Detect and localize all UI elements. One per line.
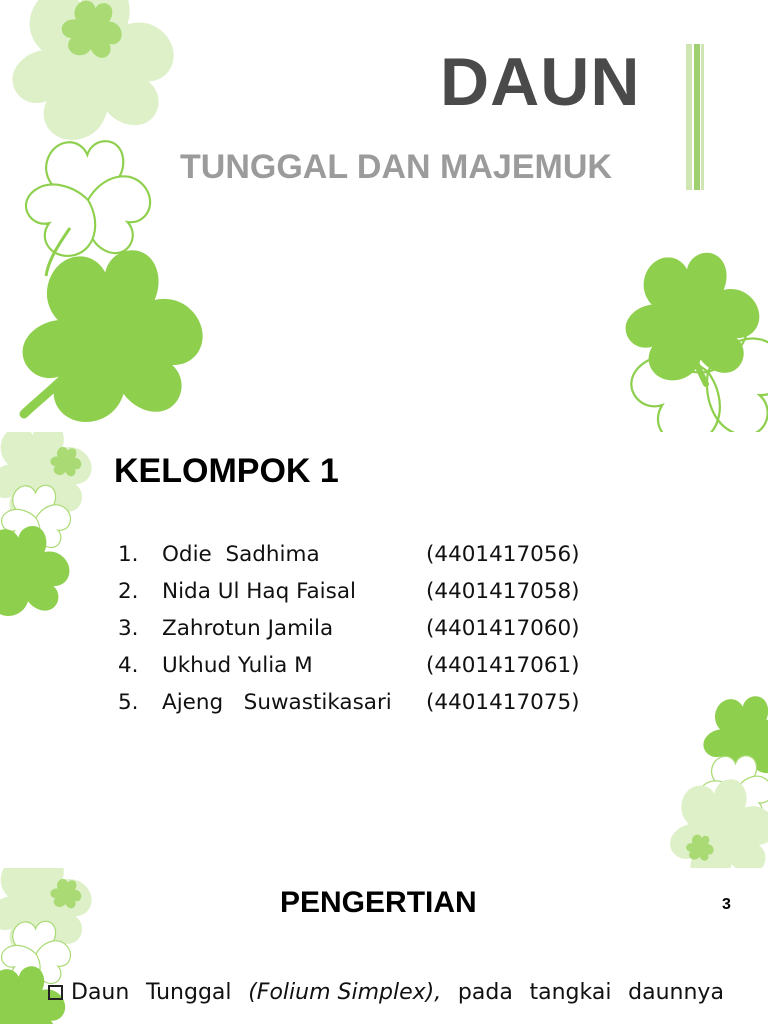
bullet-word: pada (457, 980, 513, 1005)
member-name: Nida Ul Haq Faisal (162, 579, 356, 604)
item-number: 1. (118, 542, 139, 567)
bullet-item (48, 980, 724, 1005)
item-number: 4. (118, 653, 139, 678)
clover-decoration (0, 0, 768, 432)
item-number: 5. (118, 690, 139, 715)
slide-subtitle: TUNGGAL DAN MAJEMUK (180, 148, 612, 186)
checkbox-bullet-icon (48, 985, 63, 1000)
bullet-word: tangkai (529, 980, 612, 1005)
bullet-italic-term: (Folium Simplex), (248, 980, 442, 1005)
section-heading: PENGERTIAN (280, 886, 477, 919)
members-slide (0, 432, 768, 868)
member-id: (4401417075) (426, 690, 580, 715)
member-id: (4401417060) (426, 616, 580, 641)
bullet-word: Daun (71, 980, 130, 1005)
definition-slide (0, 868, 768, 1024)
member-id: (4401417058) (426, 579, 580, 604)
bullet-word: Tunggal (146, 980, 232, 1005)
item-number: 3. (118, 616, 139, 641)
clover-decoration (0, 432, 768, 868)
bullet-word: daunnya (628, 980, 724, 1005)
page-number: 3 (722, 896, 731, 913)
member-name: Zahrotun Jamila (162, 616, 334, 641)
member-id: (4401417056) (426, 542, 580, 567)
title-slide (0, 0, 768, 432)
bullet-text (71, 980, 724, 1005)
member-name: Odie Sadhima (162, 542, 320, 567)
member-id: (4401417061) (426, 653, 580, 678)
accent-bar (686, 44, 704, 190)
member-name: Ukhud Yulia M (162, 653, 313, 678)
slide-title: DAUN (440, 44, 641, 120)
group-heading: KELOMPOK 1 (114, 452, 339, 490)
member-name: Ajeng Suwastikasari (162, 690, 392, 715)
item-number: 2. (118, 579, 139, 604)
